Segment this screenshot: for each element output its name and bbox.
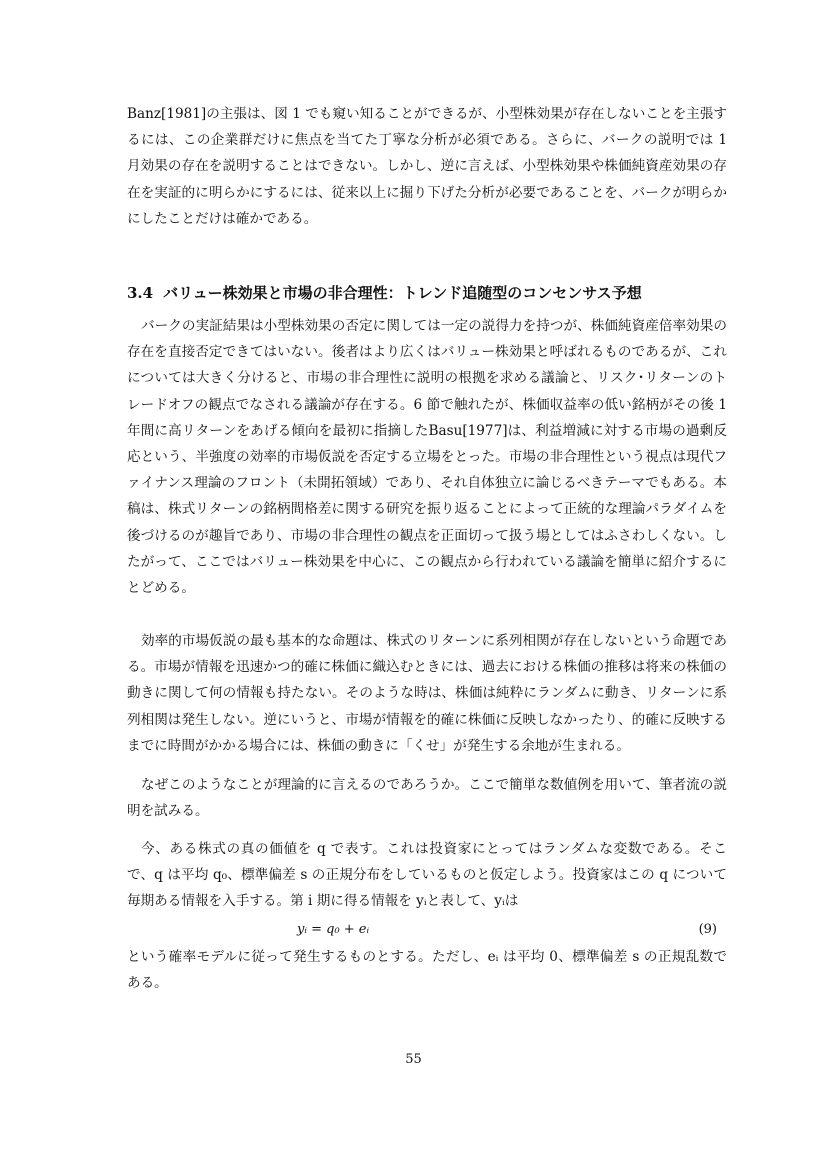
paragraph-explanation: なぜこのようなことが理論的に言えるのであろうか。ここで簡単な数値例を用いて、筆者流の説明を試みる。	[127, 777, 727, 820]
paragraph-value-effect: バークの実証結果は小型株効果の否定に関しては一定の説得力を持つが、株価純資産倍率効果の存在を直接否定できてはいない。後者はより広くはバリュー株効果と呼ばれるものであるが、これについては大きく分けると、市場の非合理性に説明の根拠を求める議論と、リスク･リターンのトレードオフの観点でなされる議論が存在する。6 節で触れたが、株価収益率の低い銘柄がその後 1 年間に高リターンをあげる傾向を最初に指摘したBasu[1977]は、利益増減に対する市場の過剰反応という、半強度の効率的市場仮説を否定する立場をとった。市場の非合理性という視点は現代ファイナンス理論のフロント（未開拓領域）であり、それ自体独立に論じるべきテーマでもある。本稿は、株式リターンの銘柄間格差に関する研究を振り返ることによって正統的な理論パラダイムを後づけるのが趣旨であり、市場の非合理性の観点を正面切って扱う場としてはふさわしくない。したがって、ここではバリュー株効果を中心に、この観点から行われている議論を簡単に紹介するにとどめる。	[127, 318, 727, 597]
section-title: バリュー株効果と市場の非合理性：トレンド追随型のコンセンサス予想	[163, 284, 642, 302]
paragraph-model-setup: 今、ある株式の真の価値を q で表す。これは投資家にとってはランダムな変数である。そこで、q は平均 q₀、標準偏差 s の正規分布をしているものと仮定しよう。投資家はこの q について毎期ある情報を入手する。第 i 期に得る情報を yᵢと表して、yᵢは	[127, 841, 727, 910]
equation-9	[127, 922, 727, 946]
paragraph-banz: Banz[1981]の主張は、図 1 でも窺い知ることができるが、小型株効果が存在しないことを主張するには、この企業群だけに焦点を当てた丁寧な分析が必須である。さらに、バークの説明では 1 月効果の存在を説明することはできない。しかし、逆に言えば、小型株効果や株価純資産効果の存在を実証的に明らかにするには、従来以上に掘り下げた分析が必要であることを、バークが明らかにしたことだけは確かである。	[127, 106, 727, 227]
paragraph-efficient-market: 効率的市場仮説の最も基本的な命題は、株式のリターンに系列相関が存在しないという命題である。市場が情報を迅速かつ的確に株価に織込むときには、過去における株価の推移は将来の株価の動きに関して何の情報も持たない。そのような時は、株価は純粋にランダムに動き、リターンに系列相関は発生しない。逆にいうと、市場が情報を的確に株価に反映しなかったり、的確に反映するまでに時間がかかる場合には、株価の動きに「くせ」が発生する余地が生まれる。	[127, 633, 727, 754]
equation-body: yᵢ = q₀ + eᵢ	[297, 922, 370, 937]
paragraph-model-conclusion: という確率モデルに従って発生するものとする。ただし、eᵢ は平均 0、標準偏差 s の正規乱数である。	[127, 949, 727, 992]
equation-number: (9)	[698, 922, 717, 937]
section-number: 3.4	[127, 284, 154, 302]
page-number: 55	[405, 1052, 422, 1067]
section-heading	[127, 281, 642, 305]
